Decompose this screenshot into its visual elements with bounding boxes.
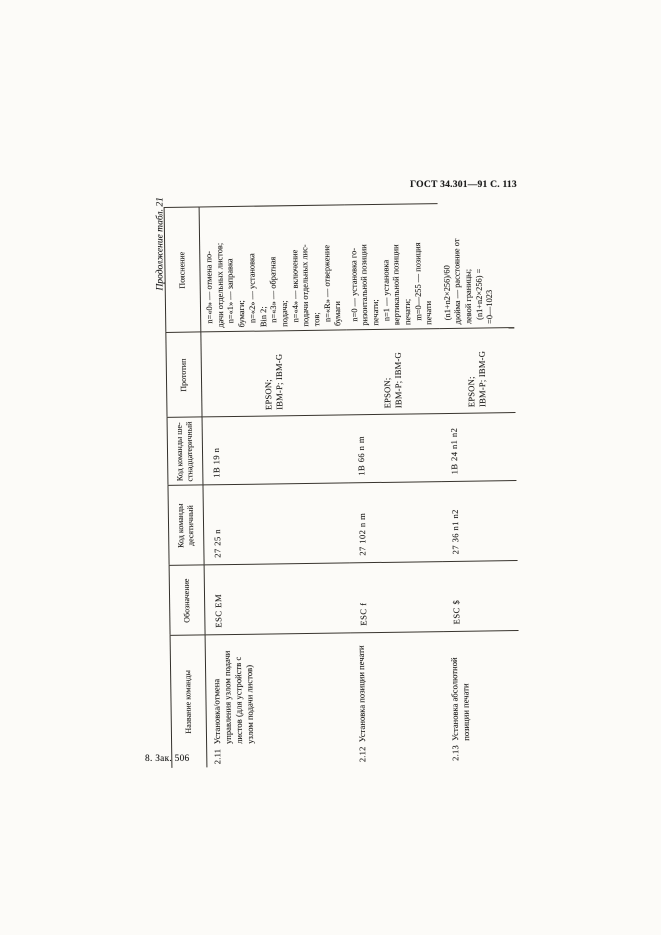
designation-cell: ESC f <box>349 562 443 633</box>
explanation-line: (n1+n2×256) = <box>474 268 484 325</box>
explanation-line: бумаги; <box>237 300 247 328</box>
explanation-line: Bin 2; <box>258 306 268 328</box>
command-name: Установка позиции печати <box>355 645 367 743</box>
column-header-3: Код команды ше- стнадцатеричный <box>167 417 203 485</box>
name-cell <box>205 633 352 767</box>
explanation-line: n=«2» — установка <box>247 253 258 328</box>
row-number: 2.11 <box>212 748 223 765</box>
explanation-line: левой границы; <box>463 268 474 325</box>
explanation-line: дюйма — расстояние от <box>452 238 463 325</box>
explanation-line: n=1 — установка <box>380 259 391 326</box>
explanation-line: тов; <box>312 312 322 327</box>
hex-code-cell: 1B 66 n m <box>347 414 441 483</box>
command-name: Установка абсолютной позиции печати <box>448 657 471 742</box>
explanation-line: n=«1» — заправка <box>225 258 236 328</box>
explanation-line: (n1+n2×256)/60 <box>441 265 452 325</box>
name-cell <box>443 631 520 764</box>
command-row-2.12 <box>344 204 445 765</box>
decimal-code-cell: 27 25 n <box>203 483 349 565</box>
explanation-line: подача; <box>279 300 290 327</box>
command-name: Установка/отмена управления узлом подачи листов (для устройств с узлом подачи листов) <box>211 650 256 745</box>
explanation-line: дачи отдельных листов; <box>214 242 225 328</box>
explanation-line: подачи отдельных лис- <box>300 244 311 327</box>
explanation-line: n=«3» — обратная <box>268 256 279 327</box>
explanation-line: =0—1023 <box>485 289 495 324</box>
hex-code-cell: 1B 24 n1 n2 <box>440 413 516 482</box>
explanation-line: m=0—255 — позиция <box>412 242 423 325</box>
column-header-1: Обозначение <box>169 565 205 635</box>
name-cell <box>350 632 445 765</box>
explanation-line: n=«R» — отвержение <box>321 244 333 327</box>
command-row-2.11 <box>199 205 352 767</box>
explanation-line: бумаги <box>333 301 343 327</box>
explanation-cell <box>344 204 439 330</box>
page-header: ГОСТ 34.301—91 С. 113 <box>410 179 517 190</box>
explanation-line: печати; <box>370 299 381 326</box>
print-signature: 8. Зак. 506 <box>145 754 190 764</box>
explanation-cell <box>437 203 514 329</box>
decimal-code-cell: 27 102 n m <box>348 482 442 563</box>
designation-cell: ESC $ <box>442 561 518 632</box>
prototype-cell: EPSON; IBM-P; IBM-G <box>439 328 515 414</box>
column-header-2: Код команды десятичный <box>168 485 204 565</box>
explanation-line: n=«4» — включение <box>289 249 300 327</box>
column-header-0: Название команды <box>170 635 207 767</box>
table-caption: Продолжение табл. 21 <box>155 197 166 291</box>
explanation-line: печати <box>424 300 434 325</box>
prototype-cell: EPSON; IBM-P; IBM-G <box>346 329 440 415</box>
explanation-line: вертикальной позиции <box>391 244 402 326</box>
explanation-line: n=«0» — отмена по- <box>204 251 215 328</box>
prototype-cell: EPSON; IBM-P; IBM-G <box>201 330 347 417</box>
row-number: 2.12 <box>356 746 367 763</box>
hex-code-cell: 1B 19 n <box>202 415 348 485</box>
decimal-code-cell: 27 36 n1 n2 <box>441 481 517 562</box>
column-header-4: Прототип <box>166 332 202 417</box>
row-number: 2.13 <box>449 745 460 762</box>
command-row-2.13 <box>437 203 520 764</box>
explanation-line: n=0 — установка го- <box>348 247 359 326</box>
explanation-line: ризонтальной позиции <box>359 244 370 326</box>
designation-cell: ESC EM <box>204 563 350 635</box>
printer-commands-table <box>164 203 520 768</box>
rotated-table-area <box>164 203 519 768</box>
explanation-cell <box>199 205 346 332</box>
column-header-5: Пояснение <box>164 207 201 332</box>
explanation-line: печати; <box>402 298 413 326</box>
